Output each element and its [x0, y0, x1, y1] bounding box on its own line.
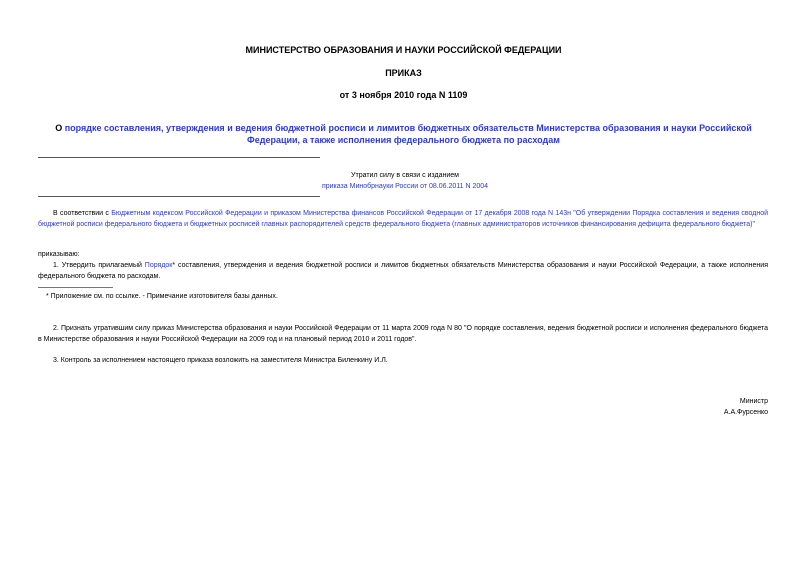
footnote-divider [38, 287, 113, 288]
status-note [310, 170, 500, 192]
preamble-text-1: В соответствии с [53, 210, 112, 217]
footnote: * Приложение см. по ссылке. - Примечание изготовителя базы данных. [46, 293, 278, 300]
preamble-text-2[interactable]: и приказом Министерства финансов Российской Федерации от 17 декабря 2008 года N 143н "Об утверждении Порядка составления и ведения сводной бюджетной росписи федерального бюджета и бюджетных росписей главных распорядителей средств федерального бюджета (главных администраторов источников финансирования дефицита федерального бюджета)" [38, 210, 768, 228]
document-title [50, 122, 757, 146]
preamble-paragraph [38, 208, 768, 230]
divider-top [38, 157, 320, 158]
order-word: приказываю: [38, 251, 80, 258]
divider-bottom [38, 196, 320, 197]
date-number-heading: от 3 ноября 2010 года N 1109 [339, 90, 468, 100]
title-link[interactable]: порядке составления, утверждения и ведения бюджетной росписи и лимитов бюджетных обязательств Министерства образования и науки Российской Федерации, а также исполнения федерального бюджета по расходам [64, 123, 752, 145]
item-1 [38, 260, 768, 282]
doc-type-heading: ПРИКАЗ [385, 68, 422, 78]
signature-position: Министр [739, 398, 768, 405]
item-3: 3. Контроль за исполнением настоящего приказа возложить на заместителя Министра Биленкину И.Л. [53, 357, 388, 364]
item-2: 2. Признать утратившим силу приказ Министерства образования и науки Российской Федерации от 11 марта 2009 года N 80 "О порядке составления, ведения бюджетной росписи и исполнения федерального бюджета в Министерстве образования и науки Российской Федерации на 2009 год и на плановый период 2010 и 2011 годов". [38, 325, 768, 343]
item-1-post: * составления, утверждения и ведения бюджетной росписи и лимитов бюджетных обязательств Министерства образования и науки Российской Федерации, а также исполнения федерального бюджета по расходам. [38, 262, 768, 280]
ministry-heading: МИНИСТЕРСТВО ОБРАЗОВАНИЯ И НАУКИ РОССИЙСКОЙ ФЕДЕРАЦИИ [245, 45, 562, 55]
signature-block [600, 396, 768, 418]
title-prefix: О [55, 123, 65, 133]
status-link[interactable]: приказа Минобрнауки России от 08.06.2011 N 2004 [321, 183, 489, 190]
budget-code-link[interactable]: Бюджетным кодексом Российской Федерации [111, 210, 262, 217]
item-1-pre: 1. Утвердить прилагаемый [53, 262, 145, 269]
status-line: Утратил силу в связи с изданием [351, 172, 459, 179]
signature-name: А.А.Фурсенко [723, 409, 768, 416]
order-procedure-link[interactable]: Порядок [144, 262, 173, 269]
